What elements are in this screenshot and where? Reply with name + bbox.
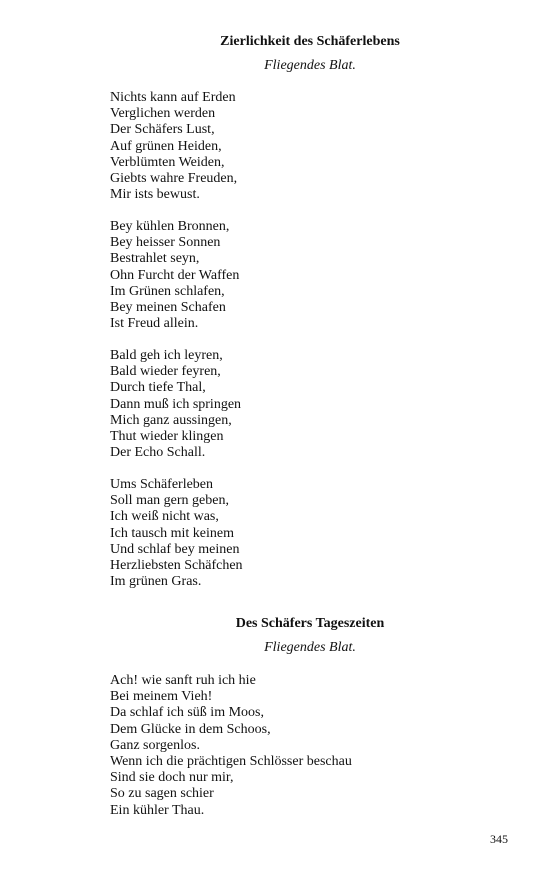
verse-line: So zu sagen schier — [110, 786, 214, 802]
verse-line: Im grünen Gras. — [110, 574, 202, 590]
verse-line: Verblümten Weiden, — [110, 154, 225, 170]
verse-line: Nichts kann auf Erden — [110, 90, 236, 105]
verse-line: Der Schäfers Lust, — [110, 122, 215, 138]
verse-line: Der Echo Schall. — [110, 445, 206, 461]
verse-line: Mir ists bewust. — [110, 187, 200, 203]
verse-line: Bei meinem Vieh! — [110, 689, 213, 705]
verse-line: Bestrahlet seyn, — [110, 251, 200, 267]
verse-line: Mich ganz aussingen, — [110, 412, 232, 428]
stanza — [110, 348, 241, 461]
verse-line: Ist Freud allein. — [110, 316, 199, 332]
verse-line: Herzliebsten Schäfchen — [110, 558, 243, 574]
verse-line: Ein kühler Thau. — [110, 802, 205, 818]
verse-line: Ach! wie sanft ruh ich hie — [110, 673, 256, 688]
verse-line: Ich weiß nicht was, — [110, 509, 219, 525]
verse-line: Durch tiefe Thal, — [110, 380, 206, 396]
stanza — [110, 90, 237, 203]
verse-line: Thut wieder klingen — [110, 429, 224, 445]
poem-source: Fliegendes Blat. — [264, 640, 356, 655]
verse-line: Dem Glücke in dem Schoos, — [110, 721, 271, 737]
poem-title: Des Schäfers Tageszeiten — [235, 616, 385, 631]
stanza — [110, 477, 243, 590]
verse-line: Auf grünen Heiden, — [110, 138, 222, 154]
verse-line: Ums Schäferleben — [110, 477, 214, 492]
verse-line: Bald geh ich leyren, — [110, 348, 223, 363]
stanza — [110, 219, 239, 332]
verse-line: Bey kühlen Bronnen, — [110, 219, 230, 234]
page-number: 345 — [490, 832, 508, 846]
verse-line: Soll man gern geben, — [110, 493, 229, 509]
poem-title: Zierlichkeit des Schäferlebens — [220, 34, 400, 49]
verse-line: Giebts wahre Freuden, — [110, 171, 238, 187]
verse-line: Bey heisser Sonnen — [110, 235, 221, 251]
poem-source: Fliegendes Blat. — [264, 58, 356, 73]
verse-line: Wenn ich die prächtigen Schlösser beschau — [110, 754, 352, 770]
verse-line: Ich tausch mit keinem — [110, 525, 235, 541]
verse-line: Ohn Furcht der Waffen — [110, 267, 240, 283]
verse-line: Da schlaf ich süß im Moos, — [110, 705, 264, 721]
verse-line: Dann muß ich springen — [110, 396, 242, 412]
verse-line: Sind sie doch nur mir, — [110, 770, 234, 786]
verse-line: Im Grünen schlafen, — [110, 283, 225, 299]
verse-line: Ganz sorgenlos. — [110, 737, 200, 753]
stanza — [110, 673, 352, 819]
verse-line: Bey meinen Schafen — [110, 300, 226, 316]
verse-line: Verglichen werden — [110, 106, 216, 122]
verse-line: Und schlaf bey meinen — [110, 541, 240, 557]
verse-line: Bald wieder feyren, — [110, 364, 221, 380]
